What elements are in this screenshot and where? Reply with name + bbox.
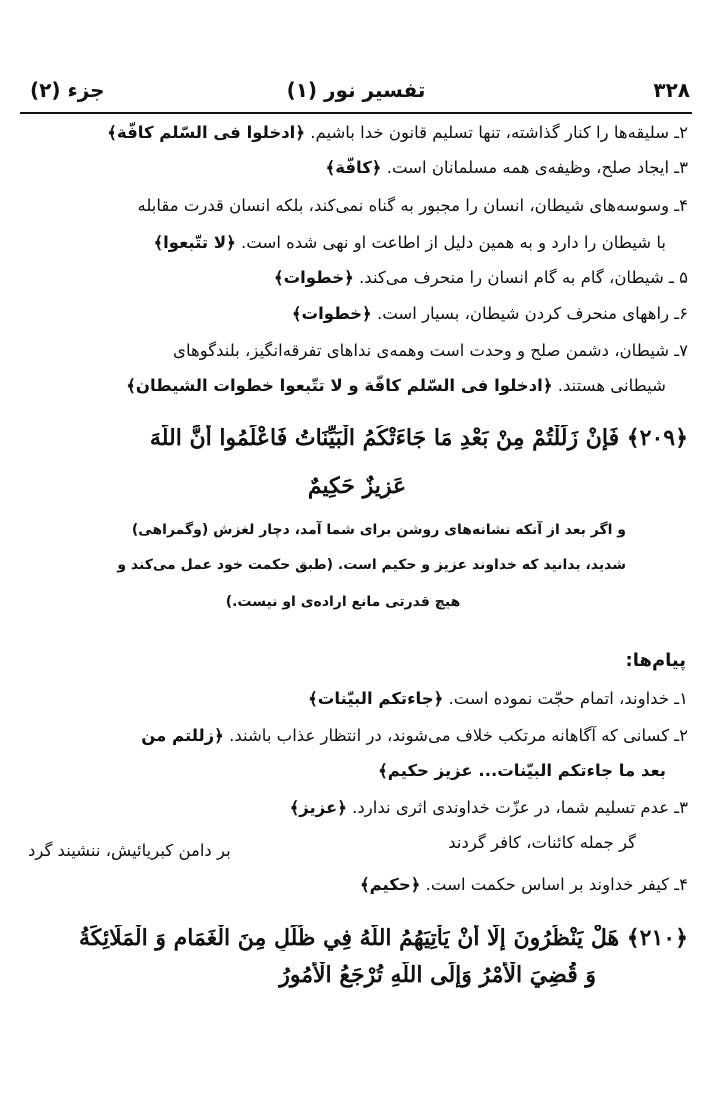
book-title: تفسیر نور (۱) <box>286 78 426 102</box>
point-line: ۵ ـ شیطان، گام به گام انسان را منحرف می‌کند. ﴿خطوات﴾ <box>273 268 688 287</box>
quran-ref: ﴿حکیم﴾ <box>359 875 421 894</box>
quran-ref: ﴿لا تتّبعوا﴾ <box>153 233 236 252</box>
message-line: ۴ـ کیفر خداوند بر اساس حکمت است. ﴿حکیم﴾ <box>359 875 688 894</box>
message-line: ۲ـ کسانی که آگاهانه مرتکب خلاف می‌شوند، در انتظار عذاب باشند. ﴿زللتم من <box>141 726 688 745</box>
message-line <box>26 760 666 782</box>
messages-heading: پیام‌ها: <box>625 650 686 671</box>
quran-ref: ﴿ادخلوا فی السّلم کافّة و لا تتّبعوا خطوات الشیطان﴾ <box>126 376 553 395</box>
point-line: با شیطان را دارد و به همین دلیل از اطاعت او نهی شده است. ﴿لا تتّبعوا﴾ <box>153 233 666 252</box>
point-line: ۲ـ سلیقه‌ها را کنار گذاشته، تنها تسلیم قانون خدا باشیم. ﴿ادخلوا فی السّلم کافّة﴾ <box>107 123 688 142</box>
quran-ref: ﴿کافّة﴾ <box>325 158 382 177</box>
message-line: ۱ـ خداوند، اتمام حجّت نموده است. ﴿جاءتکم البیّنات﴾ <box>308 689 688 708</box>
verse-209-line-2: عَزِيزٌ حَكِيمٌ <box>307 473 407 499</box>
translation-line: شدید، بدانید که خداوند عزیز و حکیم است. (طبق حکمت خود عمل می‌کند و <box>117 557 626 573</box>
quran-ref: ﴿خطوات﴾ <box>273 268 354 287</box>
quran-ref: ﴿عزیز﴾ <box>289 798 347 817</box>
translation-line: و اگر بعد از آنکه نشانه‌های روشن برای شما آمد، دچار لغزش (وگمراهی) <box>131 522 626 538</box>
quran-ref: ﴿خطوات﴾ <box>291 304 372 323</box>
poem-hemistich-right: گر جمله کائنات، کافر گردند <box>448 833 636 852</box>
quran-ref: ﴿ادخلوا فی السّلم کافّة﴾ <box>107 123 305 142</box>
verse-210-line-2: وَ قُضِيَ الْأَمْرُ وَإِلَى اللَّهِ تُرْجَعُ الْأُمُورُ <box>279 962 596 988</box>
point-line: ۳ـ ایجاد صلح، وظیفه‌ی همه مسلمانان است. ﴿کافّة﴾ <box>325 158 688 177</box>
poem-hemistich-left: بر دامن کبریائیش، ننشیند گرد <box>28 841 231 860</box>
point-line: ۷ـ شیطان، دشمن صلح و وحدت است وهمه‌ی نداهای تفرقه‌انگیز، بلندگوهای <box>173 341 688 360</box>
verse-209-line-1: ﴿۲۰۹﴾ فَإِنْ زَلَلْتُمْ مِنْ بَعْدِ مَا جَاءَتْكُمُ الْبَيِّنَاتُ فَاعْلَمُوا أَنَّ اللَّهَ <box>149 425 688 451</box>
page-header <box>20 70 692 114</box>
page-number: ۳۲۸ <box>653 78 690 102</box>
quran-ref: ﴿زللتم من <box>141 726 224 745</box>
verse-210-line-1: ﴿۲۱۰﴾ هَلْ يَنْظُرُونَ إِلَّا أَنْ يَأْتِيَهُمُ اللَّهُ فِي ظُلَلٍ مِنَ الْغَمَامِ وَ الْمَلَائِكَةُ <box>79 925 688 951</box>
point-line: ۴ـ وسوسه‌های شیطان، انسان را مجبور به گناه نمی‌کند، بلکه انسان قدرت مقابله <box>137 196 688 215</box>
part-label: جزء (۲) <box>30 78 105 102</box>
point-line: شیطانی هستند. ﴿ادخلوا فی السّلم کافّة و لا تتّبعوا خطوات الشیطان﴾ <box>126 376 666 395</box>
quran-ref: بعد ما جاءتکم البیّنات... عزیز حکیم﴾ <box>378 761 666 780</box>
quran-ref: ﴿جاءتکم البیّنات﴾ <box>308 689 444 708</box>
message-line: ۳ـ عدم تسلیم شما، در عزّت خداوندی اثری ندارد. ﴿عزیز﴾ <box>289 798 688 817</box>
point-line: ۶ـ راههای منحرف کردن شیطان، بسیار است. ﴿خطوات﴾ <box>291 304 688 323</box>
translation-line: هیچ قدرتی مانع اراده‌ی او نیست.) <box>225 594 461 610</box>
